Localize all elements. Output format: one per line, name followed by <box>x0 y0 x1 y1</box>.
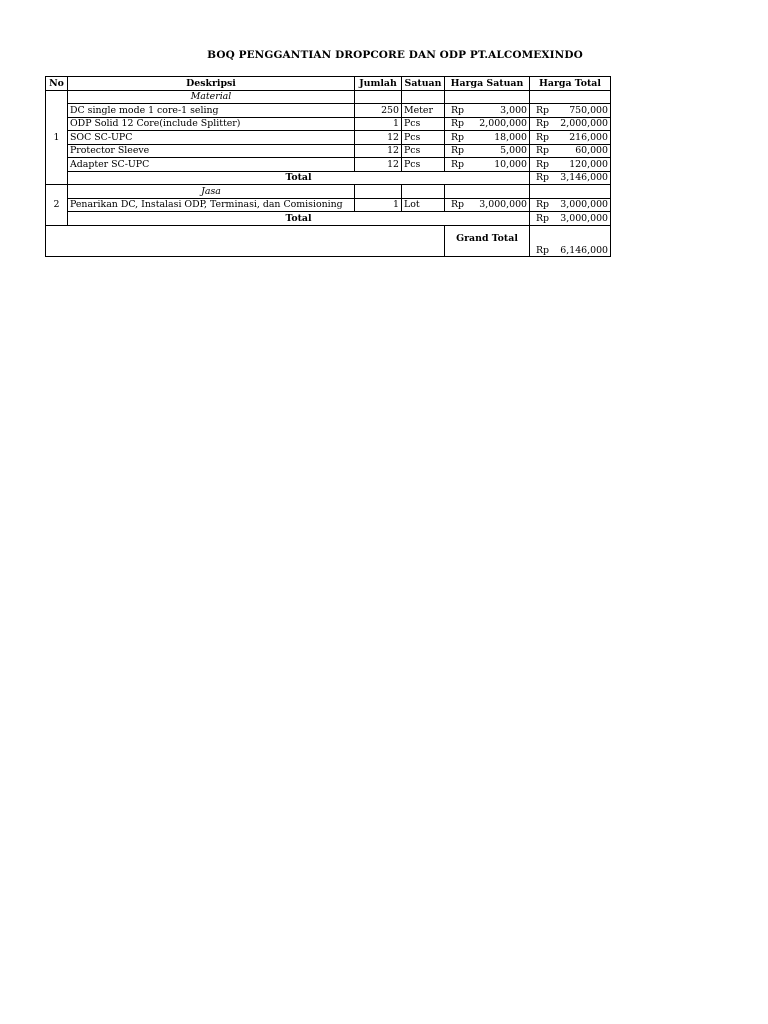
amount-value: 750,000 <box>569 104 608 116</box>
amount-value: 3,146,000 <box>560 172 608 184</box>
item-unit-price <box>445 144 530 158</box>
amount-value: 3,000,000 <box>560 212 608 224</box>
category-row <box>46 90 611 104</box>
item-total-price <box>530 158 611 172</box>
table-row <box>46 144 611 158</box>
item-description: SOC SC-UPC <box>68 131 355 145</box>
table-row <box>46 198 611 212</box>
currency-label: Rp <box>536 245 550 256</box>
item-description: ODP Solid 12 Core(include Splitter) <box>68 117 355 131</box>
item-unit: Pcs <box>402 144 445 158</box>
category-label: Material <box>68 90 355 104</box>
currency-label: Rp <box>451 199 465 211</box>
table-row <box>46 158 611 172</box>
subtotal-row <box>46 171 611 185</box>
item-total-price <box>530 131 611 145</box>
amount-value: 2,000,000 <box>479 118 527 130</box>
amount-value: 6,146,000 <box>560 245 608 256</box>
header-jumlah: Jumlah <box>355 77 402 91</box>
amount-value: 5,000 <box>500 145 527 157</box>
item-unit-price <box>445 117 530 131</box>
table-row <box>46 104 611 118</box>
item-total-price <box>530 104 611 118</box>
grand-total-label: Grand Total <box>445 225 530 256</box>
item-unit-price <box>445 131 530 145</box>
section-number: 1 <box>46 90 68 185</box>
item-quantity: 12 <box>355 131 402 145</box>
item-total-price <box>530 198 611 212</box>
currency-label: Rp <box>536 104 550 116</box>
item-unit-price <box>445 198 530 212</box>
table-row <box>46 117 611 131</box>
header-deskripsi: Deskripsi <box>68 77 355 91</box>
amount-value: 60,000 <box>575 145 608 157</box>
subtotal-label: Total <box>68 171 530 185</box>
section-number: 2 <box>46 185 68 226</box>
subtotal-amount <box>530 212 611 226</box>
amount-value: 3,000 <box>500 104 527 116</box>
amount-value: 18,000 <box>494 131 527 143</box>
item-description: Penarikan DC, Instalasi ODP, Terminasi, dan Comisioning <box>68 198 355 212</box>
boq-table <box>45 76 611 257</box>
grand-total-row <box>46 225 611 256</box>
subtotal-label: Total <box>68 212 530 226</box>
item-description: DC single mode 1 core-1 seling <box>68 104 355 118</box>
item-quantity: 250 <box>355 104 402 118</box>
currency-label: Rp <box>536 145 550 157</box>
amount-value: 10,000 <box>494 158 527 170</box>
item-quantity: 1 <box>355 198 402 212</box>
header-no: No <box>46 77 68 91</box>
currency-label: Rp <box>536 212 550 224</box>
item-total-price <box>530 117 611 131</box>
currency-label: Rp <box>536 118 550 130</box>
subtotal-row <box>46 212 611 226</box>
category-label: Jasa <box>68 185 355 199</box>
item-quantity: 12 <box>355 158 402 172</box>
currency-label: Rp <box>451 145 465 157</box>
amount-value: 3,000,000 <box>479 199 527 211</box>
amount-value: 216,000 <box>569 131 608 143</box>
item-quantity: 1 <box>355 117 402 131</box>
currency-label: Rp <box>451 118 465 130</box>
currency-label: Rp <box>536 199 550 211</box>
category-row <box>46 185 611 199</box>
item-quantity: 12 <box>355 144 402 158</box>
currency-label: Rp <box>451 131 465 143</box>
document-title: BOQ PENGGANTIAN DROPCORE DAN ODP PT.ALCOMEXINDO <box>207 49 583 61</box>
item-unit: Lot <box>402 198 445 212</box>
item-unit-price <box>445 104 530 118</box>
subtotal-amount <box>530 171 611 185</box>
table-header-row <box>46 77 611 91</box>
item-unit: Pcs <box>402 117 445 131</box>
item-description: Adapter SC-UPC <box>68 158 355 172</box>
currency-label: Rp <box>536 172 550 184</box>
grand-total-amount <box>530 225 611 256</box>
item-description: Protector Sleeve <box>68 144 355 158</box>
item-unit-price <box>445 158 530 172</box>
header-harga-total: Harga Total <box>530 77 611 91</box>
currency-label: Rp <box>536 158 550 170</box>
currency-label: Rp <box>451 104 465 116</box>
table-row <box>46 131 611 145</box>
amount-value: 2,000,000 <box>560 118 608 130</box>
currency-label: Rp <box>536 131 550 143</box>
currency-label: Rp <box>451 158 465 170</box>
item-unit: Meter <box>402 104 445 118</box>
amount-value: 3,000,000 <box>560 199 608 211</box>
item-unit: Pcs <box>402 158 445 172</box>
header-harga-satuan: Harga Satuan <box>445 77 530 91</box>
item-total-price <box>530 144 611 158</box>
amount-value: 120,000 <box>569 158 608 170</box>
header-satuan: Satuan <box>402 77 445 91</box>
item-unit: Pcs <box>402 131 445 145</box>
